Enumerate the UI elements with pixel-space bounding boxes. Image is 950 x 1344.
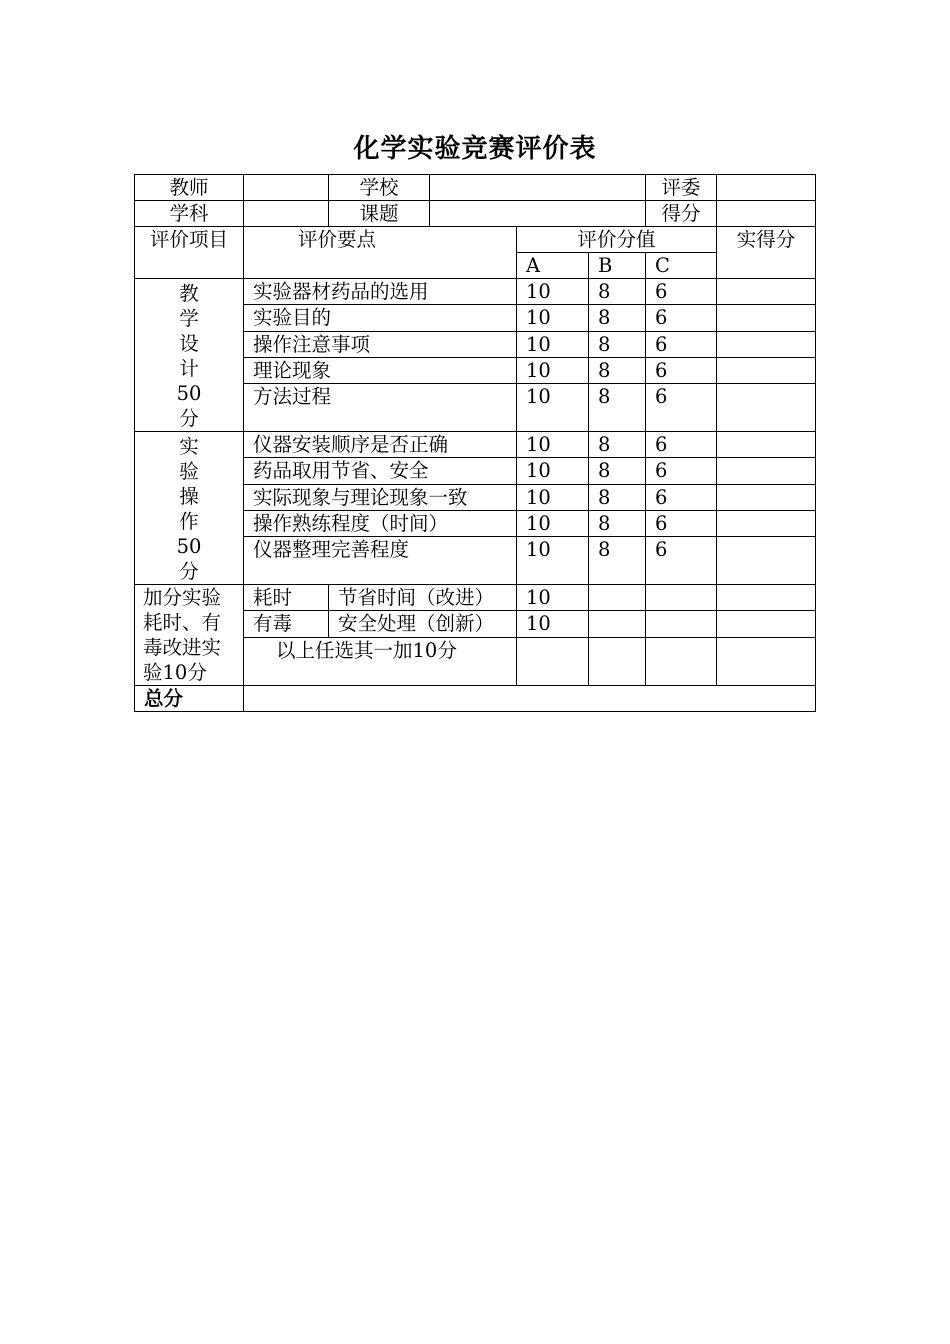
actual-score-cell[interactable]	[717, 484, 816, 510]
subject-label: 学科	[135, 201, 244, 227]
score-b-cell	[589, 585, 646, 611]
bonus-section-label: 加分实验耗时、有毒改进实验10分	[135, 585, 244, 686]
eval-point: 仪器整理完善程度	[244, 537, 517, 585]
teacher-label: 教师	[135, 175, 244, 201]
score-c-cell	[646, 585, 717, 611]
actual-score-cell[interactable]	[717, 585, 816, 611]
score-b: 8	[589, 432, 646, 458]
score-a: 10	[517, 484, 589, 510]
grade-c-header: C	[646, 253, 717, 279]
bonus-note: 以上任选其一加10分	[244, 637, 517, 686]
section-label-operation: 实 验 操 作 50 分	[135, 432, 244, 585]
topic-label: 课题	[329, 201, 430, 227]
total-value-cell[interactable]	[244, 686, 816, 712]
score-c: 6	[646, 458, 717, 484]
subject-value-cell[interactable]	[244, 201, 329, 227]
actual-score-cell[interactable]	[717, 358, 816, 384]
table-row	[135, 432, 816, 458]
score-b: 8	[589, 305, 646, 331]
school-value-cell[interactable]	[430, 175, 646, 201]
actual-score-cell[interactable]	[717, 279, 816, 305]
column-points-header: 评价要点	[244, 227, 517, 279]
score-c: 6	[646, 384, 717, 432]
score-a: 10	[517, 585, 589, 611]
bonus-key: 有毒	[244, 611, 329, 637]
column-header-row	[135, 227, 816, 253]
score-a: 10	[517, 384, 589, 432]
actual-score-cell[interactable]	[717, 458, 816, 484]
score-b-cell	[589, 611, 646, 637]
evaluation-table	[134, 174, 816, 712]
actual-score-cell[interactable]	[717, 432, 816, 458]
score-c: 6	[646, 511, 717, 537]
score-a: 10	[517, 358, 589, 384]
grade-b-header: B	[589, 253, 646, 279]
eval-point: 实验器材药品的选用	[244, 279, 517, 305]
header-row-subject	[135, 201, 816, 227]
score-label: 得分	[646, 201, 717, 227]
score-b: 8	[589, 331, 646, 357]
bonus-desc: 节省时间（改进）	[329, 585, 517, 611]
score-b: 8	[589, 384, 646, 432]
score-a: 10	[517, 305, 589, 331]
score-a: 10	[517, 331, 589, 357]
score-c-cell	[646, 611, 717, 637]
actual-score-cell[interactable]	[717, 511, 816, 537]
score-b: 8	[589, 484, 646, 510]
eval-point: 操作熟练程度（时间）	[244, 511, 517, 537]
score-a: 10	[517, 432, 589, 458]
table-row	[135, 279, 816, 305]
score-b: 8	[589, 511, 646, 537]
eval-point: 操作注意事项	[244, 331, 517, 357]
score-b: 8	[589, 458, 646, 484]
actual-score-cell[interactable]	[717, 384, 816, 432]
score-b: 8	[589, 279, 646, 305]
table-row	[135, 585, 816, 611]
column-actual-header: 实得分	[717, 227, 816, 279]
score-b-cell	[589, 637, 646, 686]
eval-point: 实际现象与理论现象一致	[244, 484, 517, 510]
score-c: 6	[646, 279, 717, 305]
score-value-cell[interactable]	[717, 201, 816, 227]
score-c: 6	[646, 432, 717, 458]
score-a: 10	[517, 511, 589, 537]
actual-score-cell[interactable]	[717, 611, 816, 637]
score-a: 10	[517, 458, 589, 484]
score-a: 10	[517, 537, 589, 585]
score-c: 6	[646, 537, 717, 585]
eval-point: 方法过程	[244, 384, 517, 432]
score-c: 6	[646, 331, 717, 357]
column-item-header: 评价项目	[135, 227, 244, 279]
judge-label: 评委	[646, 175, 717, 201]
section-label-design: 教 学 设 计 50 分	[135, 279, 244, 432]
bonus-key: 耗时	[244, 585, 329, 611]
column-value-header: 评价分值	[517, 227, 717, 253]
actual-score-cell[interactable]	[717, 305, 816, 331]
actual-score-cell[interactable]	[717, 637, 816, 686]
total-row	[135, 686, 816, 712]
score-b: 8	[589, 358, 646, 384]
bonus-desc: 安全处理（创新）	[329, 611, 517, 637]
page-title: 化学实验竞赛评价表	[353, 134, 597, 164]
actual-score-cell[interactable]	[717, 331, 816, 357]
actual-score-cell[interactable]	[717, 537, 816, 585]
header-row-teacher	[135, 175, 816, 201]
teacher-value-cell[interactable]	[244, 175, 329, 201]
score-a: 10	[517, 611, 589, 637]
eval-point: 实验目的	[244, 305, 517, 331]
judge-value-cell[interactable]	[717, 175, 816, 201]
score-c-cell	[646, 637, 717, 686]
eval-point: 理论现象	[244, 358, 517, 384]
school-label: 学校	[329, 175, 430, 201]
score-a: 10	[517, 279, 589, 305]
score-c: 6	[646, 358, 717, 384]
score-c: 6	[646, 305, 717, 331]
eval-point: 药品取用节省、安全	[244, 458, 517, 484]
score-a-cell	[517, 637, 589, 686]
total-label: 总分	[135, 686, 244, 712]
topic-value-cell[interactable]	[430, 201, 646, 227]
grade-a-header: A	[517, 253, 589, 279]
score-c: 6	[646, 484, 717, 510]
score-b: 8	[589, 537, 646, 585]
eval-point: 仪器安装顺序是否正确	[244, 432, 517, 458]
